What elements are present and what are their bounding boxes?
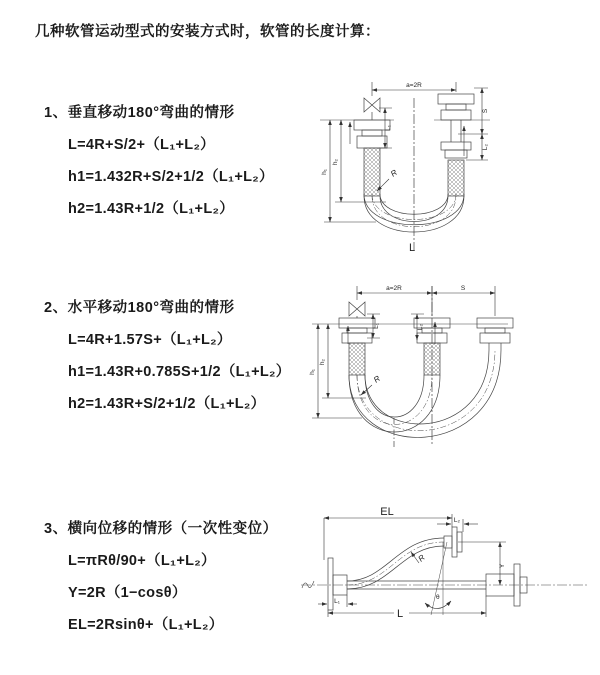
formula-length: L=4R+1.57S+（L₁+L₂） [68, 332, 232, 348]
dim-label-l1: L₁ [385, 125, 392, 131]
section-3-heading: 3、横向位移的情形（一次性变位） [44, 521, 278, 537]
dim-label-a2r: a=2R [406, 82, 422, 89]
formula-h1: h1=1.432R+S/2+1/2（L₁+L₂） [68, 169, 274, 185]
braided-hose-section [349, 343, 365, 375]
formula-el: EL=2Rsinθ+（L₁+L₂） [68, 617, 224, 633]
valve-icon [364, 98, 372, 112]
dim-label-l2: L₂ [417, 323, 424, 331]
dim-label-el: EL [380, 506, 394, 518]
diagram-vertical-180-bend [306, 68, 598, 256]
length-label: L [409, 242, 416, 254]
radius-label: R [416, 552, 427, 564]
section-1-heading: 1、垂直移动180°弯曲的情形 [44, 105, 235, 121]
angle-label: θ [436, 594, 440, 601]
braided-hose-section [448, 160, 464, 196]
section-vertical-movement [44, 101, 274, 218]
diagram-horizontal-180-bend [302, 280, 600, 450]
page-title: 几种软管运动型式的安装方式时，软管的长度计算： [35, 24, 380, 40]
dim-label-h2: h₂ [332, 158, 339, 166]
radius-label: R [388, 167, 399, 179]
formula-h2: h2=1.43R+S/2+1/2（L₁+L₂） [68, 396, 266, 412]
dim-label-h1: h₁ [321, 169, 328, 175]
dim-label-s: S [482, 108, 489, 114]
valve-icon [349, 302, 357, 316]
dim-label-l2: L₂ [453, 517, 461, 524]
radius-label: R [371, 373, 382, 385]
dim-label-l1: L₁ [373, 323, 380, 329]
formula-h1: h1=1.43R+0.785S+1/2（L₁+L₂） [68, 364, 291, 380]
dim-label-a2r: a=2R [386, 285, 402, 292]
dim-label-h1: h₁ [309, 369, 316, 375]
section-horizontal-movement [44, 296, 291, 413]
formula-h2: h2=1.43R+1/2（L₁+L₂） [68, 201, 235, 217]
dim-label-l1: L₁ [334, 598, 340, 605]
section-2-heading: 2、水平移动180°弯曲的情形 [44, 300, 235, 316]
braided-hose-section [364, 148, 380, 196]
formula-length: L=πRθ/90+（L₁+L₂） [68, 553, 216, 569]
dim-label-l2: L₂ [482, 143, 489, 151]
dim-label-s: S [460, 285, 466, 292]
formula-y: Y=2R（1−cosθ） [68, 585, 187, 601]
diagram-lateral-displacement [297, 496, 599, 648]
formula-length: L=4R+S/2+（L₁+L₂） [68, 137, 215, 153]
dim-label-h2: h₂ [319, 358, 326, 366]
section-lateral-displacement [44, 517, 278, 634]
dim-label-y: Y [499, 563, 506, 569]
centerline-mark [302, 581, 314, 588]
braided-hose-section [424, 343, 440, 375]
length-label: L [397, 608, 404, 620]
